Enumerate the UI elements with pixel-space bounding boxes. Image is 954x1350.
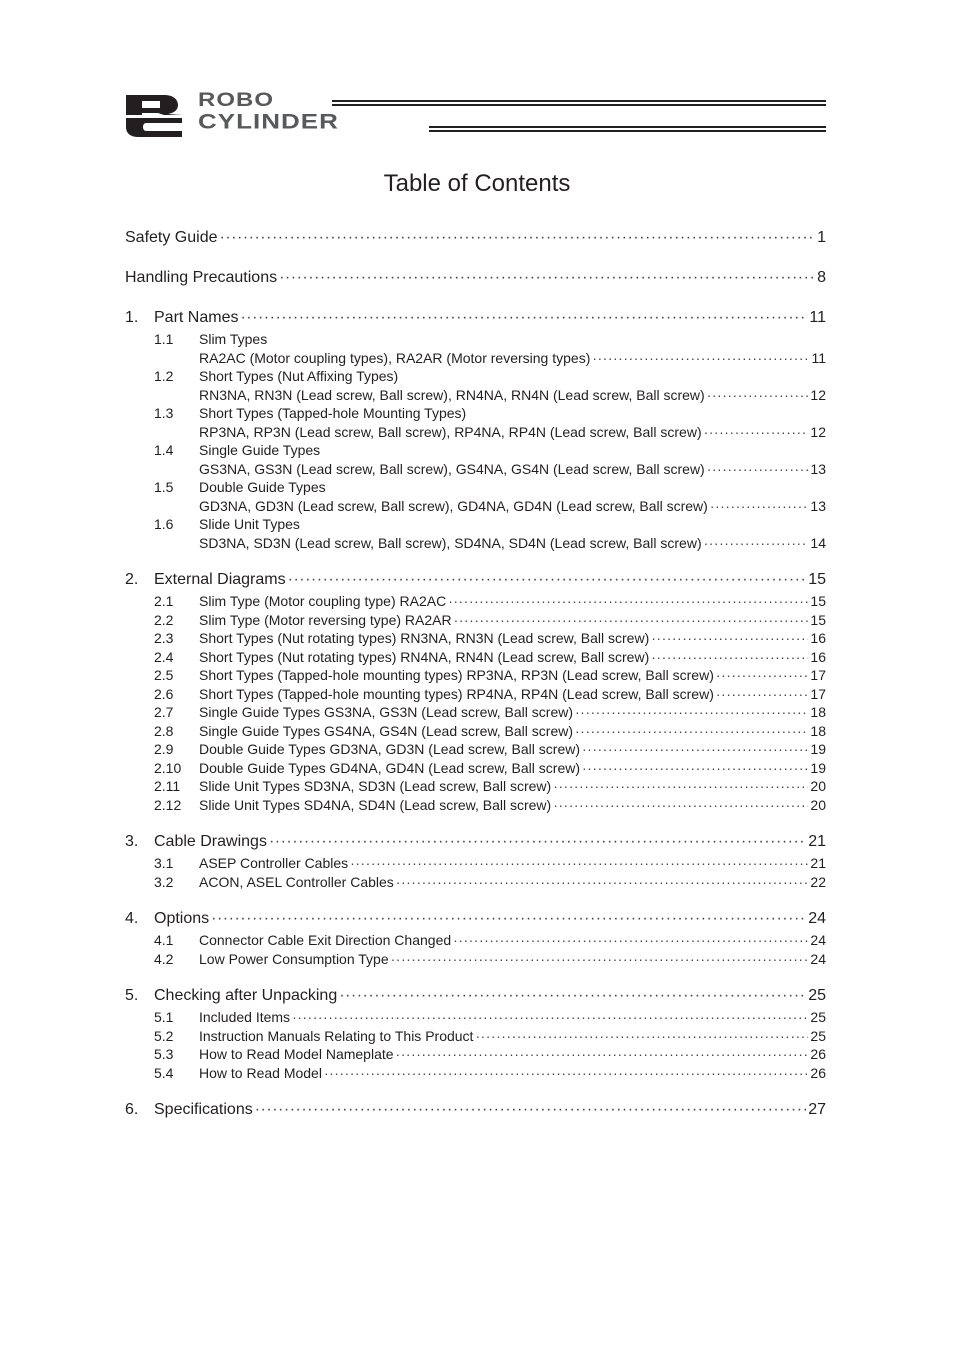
leader-dots [651, 629, 808, 648]
toc-page: 17 [810, 667, 826, 683]
toc-entry-safety-guide[interactable] [125, 226, 826, 250]
toc-subsection-1-1-models[interactable] [125, 349, 826, 368]
toc-subsection-3-1[interactable] [125, 854, 826, 873]
toc-label: RN3NA, RN3N (Lead screw, Ball screw), RN4NA, RN4N (Lead screw, Ball screw) [199, 386, 705, 403]
leader-dots [255, 1098, 806, 1122]
toc-subsection-2-9[interactable] [125, 740, 826, 759]
toc-subsection-2-11[interactable] [125, 777, 826, 796]
toc-label: Slim Type (Motor coupling type) RA2AC [199, 593, 447, 609]
toc-number: 5.4 [154, 1064, 174, 1081]
toc-label: Short Types (Tapped-hole Mounting Types) [199, 405, 467, 421]
toc-number: 2.11 [154, 778, 181, 794]
toc-number: 2.1 [154, 593, 174, 609]
toc-label: Slide Unit Types [199, 516, 300, 532]
toc-label: RA2AC (Motor coupling types), RA2AR (Motor reversing types) [199, 349, 591, 366]
toc-section-options[interactable] [125, 907, 826, 931]
toc-page: 12 [810, 423, 826, 440]
toc-label: Part Names [154, 309, 239, 326]
toc-label: Included Items [199, 1009, 291, 1025]
toc-label: Double Guide Types [199, 479, 326, 495]
toc-subsection-1-6-models[interactable] [125, 534, 826, 553]
leader-dots [350, 854, 808, 873]
toc-label: Specifications [154, 1101, 253, 1118]
toc-page: 27 [808, 1101, 826, 1118]
toc-number: 2.9 [154, 741, 174, 757]
toc-subsection-1-1[interactable] [125, 330, 826, 349]
toc-label: How to Read Model Nameplate [199, 1046, 394, 1062]
toc-page: 18 [810, 722, 826, 739]
leader-dots [269, 830, 806, 854]
leader-dots [707, 386, 809, 405]
leader-dots [220, 226, 816, 250]
toc-label: Single Guide Types GS4NA, GS4N (Lead screw, Ball screw) [199, 722, 574, 739]
toc-number: 3.1 [154, 855, 174, 871]
toc-subsection-1-5-models[interactable] [125, 497, 826, 516]
header-rule-top [332, 100, 826, 106]
toc-label: External Diagrams [154, 571, 286, 588]
toc-label: Cable Drawings [154, 833, 267, 850]
toc-label: Single Guide Types GS3NA, GS3N (Lead screw, Ball screw) [199, 704, 574, 720]
table-of-contents [125, 226, 826, 1122]
toc-label: Instruction Manuals Relating to This Product [199, 1027, 474, 1044]
leader-dots [339, 984, 806, 1008]
toc-page: 8 [817, 269, 826, 286]
toc-page: 24 [810, 932, 826, 948]
toc-subsection-4-2[interactable] [125, 950, 826, 969]
toc-number: 4.1 [154, 932, 174, 948]
leader-dots [716, 666, 809, 685]
toc-page: 11 [811, 349, 826, 366]
header [124, 89, 826, 141]
logo-line-robo: ROBO [198, 89, 274, 111]
toc-subsection-5-4[interactable] [125, 1064, 826, 1083]
toc-label: Options [154, 910, 210, 927]
toc-label: Slim Type (Motor reversing type) RA2AR [199, 611, 452, 628]
toc-page: 14 [810, 534, 826, 551]
toc-label: Short Types (Nut rotating types) RN3NA, RN3N (Lead screw, Ball screw) [199, 630, 650, 646]
leader-dots [710, 497, 809, 516]
toc-page: 26 [810, 1064, 826, 1081]
toc-subsection-5-3[interactable] [125, 1045, 826, 1064]
leader-dots [324, 1064, 808, 1083]
toc-number: 4.2 [154, 950, 174, 967]
leader-dots [448, 592, 808, 611]
leader-dots [582, 759, 808, 778]
toc-label: ASEP Controller Cables [199, 855, 349, 871]
toc-number: 2.6 [154, 685, 174, 702]
toc-label: Short Types (Nut Affixing Types) [199, 368, 399, 384]
toc-subsection-1-2-models[interactable] [125, 386, 826, 405]
toc-page: 19 [810, 759, 826, 776]
toc-number: 4. [125, 910, 139, 927]
toc-label: How to Read Model [199, 1064, 322, 1081]
toc-subsection-1-6[interactable] [125, 515, 826, 534]
toc-label: Safety Guide [125, 229, 218, 246]
toc-section-specifications[interactable] [125, 1098, 826, 1122]
leader-dots [211, 907, 806, 931]
toc-page: 15 [808, 571, 826, 588]
toc-number: 2.3 [154, 630, 174, 646]
toc-label: Short Types (Tapped-hole mounting types) RP4NA, RP4N (Lead screw, Ball screw) [199, 685, 714, 702]
leader-dots [391, 950, 809, 969]
toc-subsection-1-3-models[interactable] [125, 423, 826, 442]
toc-subsection-1-3[interactable] [125, 404, 826, 423]
toc-label: Double Guide Types GD4NA, GD4N (Lead screw, Ball screw) [199, 759, 581, 776]
toc-number: 2.10 [154, 759, 182, 776]
toc-number: 2.7 [154, 704, 174, 720]
toc-page: 25 [810, 1027, 826, 1044]
toc-page: 26 [810, 1046, 826, 1062]
leader-dots [454, 611, 809, 630]
toc-label: Short Types (Tapped-hole mounting types) RP3NA, RP3N (Lead screw, Ball screw) [199, 667, 714, 683]
toc-label: RP3NA, RP3N (Lead screw, Ball screw), RP4NA, RP4N (Lead screw, Ball screw) [199, 423, 702, 440]
toc-label: Checking after Unpacking [154, 987, 338, 1004]
toc-label: SD3NA, SD3N (Lead screw, Ball screw), SD4NA, SD4N (Lead screw, Ball screw) [199, 534, 702, 551]
toc-number: 3. [125, 833, 139, 850]
leader-dots [475, 1027, 808, 1046]
toc-number: 5.1 [154, 1009, 174, 1025]
toc-subsection-1-5[interactable] [125, 478, 826, 497]
toc-page: 22 [810, 873, 826, 890]
header-rule-bottom [429, 126, 826, 132]
toc-number: 1.4 [154, 442, 174, 458]
toc-label: Double Guide Types GD3NA, GD3N (Lead screw, Ball screw) [199, 741, 581, 757]
toc-page: 13 [810, 460, 826, 477]
toc-number: 2.5 [154, 667, 174, 683]
leader-dots [704, 534, 809, 553]
toc-page: 11 [809, 309, 826, 326]
leader-dots [707, 460, 809, 479]
toc-label: Single Guide Types [199, 442, 321, 458]
toc-entry-handling-precautions[interactable] [125, 266, 826, 290]
toc-page: 12 [810, 386, 826, 403]
toc-page: 13 [810, 497, 826, 514]
toc-subsection-2-5[interactable] [125, 666, 826, 685]
toc-number: 3.2 [154, 873, 174, 890]
toc-label: Slim Types [199, 331, 268, 347]
toc-subsection-2-10[interactable] [125, 759, 826, 778]
toc-subsection-2-8[interactable] [125, 722, 826, 741]
toc-subsection-2-3[interactable] [125, 629, 826, 648]
toc-label: GS3NA, GS3N (Lead screw, Ball screw), GS4NA, GS4N (Lead screw, Ball screw) [199, 460, 705, 477]
toc-page: 17 [810, 685, 826, 702]
toc-subsection-5-2[interactable] [125, 1027, 826, 1046]
toc-subsection-4-1[interactable] [125, 931, 826, 950]
toc-page: 15 [810, 611, 826, 628]
toc-page: 25 [810, 1009, 826, 1025]
leader-dots [582, 740, 808, 759]
logo-line-cylinder: CYLINDER [198, 109, 339, 134]
toc-page: 25 [808, 987, 826, 1004]
leader-dots [592, 349, 809, 368]
toc-number: 2.12 [154, 796, 182, 813]
toc-number: 1. [125, 309, 139, 326]
toc-subsection-1-4-models[interactable] [125, 460, 826, 479]
leader-dots [240, 306, 807, 330]
leader-dots [396, 1045, 809, 1064]
toc-page: 16 [810, 630, 826, 646]
leader-dots [453, 931, 808, 950]
toc-number: 5.2 [154, 1027, 174, 1044]
toc-subsection-1-2[interactable] [125, 367, 826, 386]
toc-page: 20 [810, 796, 826, 813]
toc-subsection-2-1[interactable] [125, 592, 826, 611]
toc-number: 2.4 [154, 648, 174, 665]
toc-label: Slide Unit Types SD3NA, SD3N (Lead screw, Ball screw) [199, 778, 552, 794]
toc-page: 20 [810, 778, 826, 794]
toc-section-external-diagrams[interactable] [125, 568, 826, 592]
toc-subsection-2-6[interactable] [125, 685, 826, 704]
toc-number: 1.2 [154, 368, 174, 384]
leader-dots [553, 796, 808, 815]
toc-page: 19 [810, 741, 826, 757]
toc-number: 1.3 [154, 405, 174, 421]
toc-page: 24 [810, 950, 826, 967]
toc-section-part-names[interactable] [125, 306, 826, 330]
toc-number: 1.1 [154, 331, 174, 347]
toc-page: 18 [810, 704, 826, 720]
toc-label: ACON, ASEL Controller Cables [199, 873, 394, 890]
toc-number: 2.8 [154, 722, 174, 739]
toc-label: Connector Cable Exit Direction Changed [199, 932, 452, 948]
toc-number: 5.3 [154, 1046, 174, 1062]
leader-dots [279, 266, 815, 290]
toc-page: 1 [817, 229, 826, 246]
toc-page: 24 [808, 910, 826, 927]
toc-label: Handling Precautions [125, 269, 278, 286]
toc-label: Slide Unit Types SD4NA, SD4N (Lead screw, Ball screw) [199, 796, 552, 813]
leader-dots [716, 685, 809, 704]
leader-dots [292, 1008, 808, 1027]
toc-number: 1.5 [154, 479, 174, 495]
toc-page: 21 [808, 833, 826, 850]
toc-section-cable-drawings[interactable] [125, 830, 826, 854]
toc-number: 2.2 [154, 611, 174, 628]
robo-cylinder-logo-icon [124, 93, 188, 139]
toc-number: 5. [125, 987, 139, 1004]
leader-dots [704, 423, 809, 442]
toc-section-checking-after-unpacking[interactable] [125, 984, 826, 1008]
leader-dots [575, 722, 808, 741]
page-title: Table of Contents [383, 170, 571, 197]
toc-subsection-2-12[interactable] [125, 796, 826, 815]
toc-number: 6. [125, 1101, 139, 1118]
toc-label: GD3NA, GD3N (Lead screw, Ball screw), GD4NA, GD4N (Lead screw, Ball screw) [199, 497, 708, 514]
toc-page: 16 [810, 648, 826, 665]
leader-dots [651, 648, 808, 667]
toc-subsection-2-7[interactable] [125, 703, 826, 722]
toc-page: 21 [810, 855, 826, 871]
toc-subsection-2-2[interactable] [125, 611, 826, 630]
leader-dots [288, 568, 807, 592]
leader-dots [553, 777, 808, 796]
toc-number: 2. [125, 571, 139, 588]
toc-number: 1.6 [154, 516, 174, 532]
toc-subsection-3-2[interactable] [125, 873, 826, 892]
toc-page: 15 [810, 593, 826, 609]
toc-label: Low Power Consumption Type [199, 950, 389, 967]
leader-dots [396, 873, 809, 892]
toc-subsection-5-1[interactable] [125, 1008, 826, 1027]
toc-label: Short Types (Nut rotating types) RN4NA, RN4N (Lead screw, Ball screw) [199, 648, 650, 665]
leader-dots [575, 703, 808, 722]
toc-subsection-2-4[interactable] [125, 648, 826, 667]
toc-subsection-1-4[interactable] [125, 441, 826, 460]
